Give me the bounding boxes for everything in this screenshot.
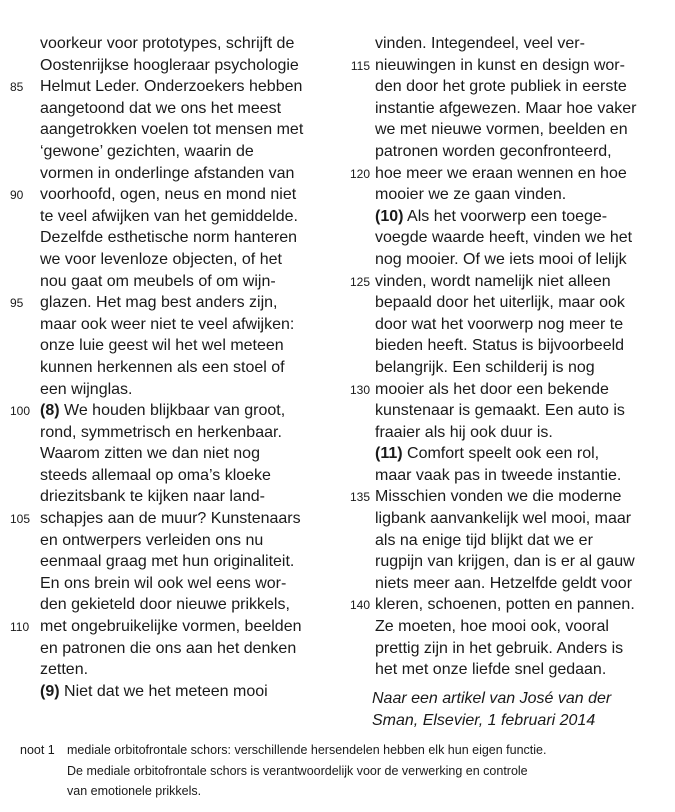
text-line (336, 141, 675, 163)
line-content: Dezelfde esthetische norm hanteren (40, 229, 298, 247)
footnote-body (67, 740, 675, 802)
line-content: En ons brein wil ook wel eens wor- (40, 574, 287, 592)
line-text (375, 335, 624, 357)
line-text (40, 33, 294, 55)
text-line (336, 314, 675, 336)
text-line (0, 141, 340, 163)
line-text (375, 33, 585, 55)
paragraph-number: (8) (40, 402, 60, 420)
line-content: een wijnglas. (40, 380, 133, 398)
text-line (0, 357, 340, 379)
line-text (40, 55, 299, 77)
text-line (336, 271, 675, 293)
line-text (40, 76, 302, 98)
text-line (0, 443, 340, 465)
line-text (40, 379, 133, 401)
line-content: ‘gewone’ gezichten, waarin de (40, 142, 254, 160)
line-number: 115 (350, 58, 370, 73)
line-text (40, 400, 285, 422)
line-text (375, 530, 593, 552)
text-line (336, 443, 675, 465)
line-content: Als het voorwerp een toege- (403, 207, 608, 225)
line-text (375, 98, 636, 120)
line-text (40, 98, 281, 120)
line-content: belangrijk. Een schilderij is nog (375, 358, 595, 376)
line-content: nou gaat om meubels of om wijn- (40, 272, 276, 290)
line-content: Waarom zitten we dan niet nog (40, 445, 260, 463)
text-line (336, 573, 675, 595)
text-line (336, 55, 675, 77)
footnote-label: noot 1 (20, 743, 55, 757)
text-line (0, 616, 340, 638)
footnote-line: van emotionele prikkels. (67, 784, 202, 798)
line-text (375, 119, 628, 141)
text-line (336, 184, 675, 206)
line-content: kunstenaar is gemaakt. Een auto is (375, 402, 625, 420)
text-line (0, 465, 340, 487)
text-line (336, 400, 675, 422)
line-content: We houden blijkbaar van groot, (59, 402, 286, 420)
line-text (40, 465, 271, 487)
line-content: den gekieteld door nieuwe prikkels, (40, 596, 290, 614)
line-content: nog mooier. Of we iets mooi of lelijk (375, 250, 627, 268)
text-line (0, 594, 340, 616)
line-content: Misschien vonden we die moderne (375, 488, 622, 506)
line-text (375, 594, 635, 616)
text-line (336, 379, 675, 401)
line-content: glazen. Het mag best anders zijn, (40, 294, 278, 312)
line-number: 95 (10, 296, 24, 311)
paragraph-number: (10) (375, 207, 404, 225)
line-content: driezitsbank te kijken naar land- (40, 488, 266, 506)
line-text (40, 335, 284, 357)
text-line (0, 314, 340, 336)
text-line (336, 638, 675, 660)
line-content: rond, symmetrisch en herkenbaar. (40, 423, 282, 441)
text-line (336, 292, 675, 314)
text-line (0, 638, 340, 660)
line-content: voorhoofd, ogen, neus en mond niet (40, 186, 297, 204)
text-line (336, 486, 675, 508)
source-line: Sman, Elsevier, 1 februari 2014 (372, 711, 596, 729)
line-content: Oostenrijkse hoogleraar psychologie (40, 56, 299, 74)
line-content: Comfort speelt ook een rol, (402, 445, 600, 463)
text-line (0, 55, 340, 77)
line-content: kleren, schoenen, potten en pannen. (375, 596, 635, 614)
line-content: als na enige tijd blijkt dat we er (375, 531, 593, 549)
line-text (40, 163, 294, 185)
line-content: eenmaal graag met hun originaliteit. (40, 553, 295, 571)
text-line (0, 422, 340, 444)
text-line (336, 163, 675, 185)
left-column (0, 33, 340, 702)
line-content: rugpijn van krijgen, dan is er al gauw (375, 553, 635, 571)
line-number: 120 (349, 166, 370, 181)
footnote-line: De mediale orbitofrontale schors is verantwoordelijk voor de verwerking en controle (67, 763, 528, 778)
text-line (0, 335, 340, 357)
line-content: we met nieuwe vormen, beelden en (375, 121, 628, 139)
line-text (375, 249, 627, 271)
line-content: maar vaak pas in tweede instantie. (375, 466, 622, 484)
text-line (336, 508, 675, 530)
text-line (0, 227, 340, 249)
text-line (336, 227, 675, 249)
line-text (375, 271, 611, 293)
line-text (40, 616, 301, 638)
line-text (40, 551, 294, 573)
line-text (40, 206, 298, 228)
line-content: bepaald door het uiterlijk, maar ook (375, 294, 625, 312)
line-text (40, 422, 282, 444)
paragraph-number: (9) (40, 682, 60, 700)
line-content: den door het grote publiek in eerste (375, 78, 627, 96)
line-text (40, 292, 277, 314)
line-text (375, 76, 627, 98)
line-number: 100 (10, 404, 31, 419)
line-text (375, 638, 623, 660)
line-content: vormen in onderlinge afstanden van (40, 164, 295, 182)
line-text (375, 616, 609, 638)
line-text (40, 227, 297, 249)
text-line (0, 530, 340, 552)
line-content: te veel afwijken van het gemiddelde. (40, 207, 298, 225)
line-text (40, 314, 294, 336)
line-content: Helmut Leder. Onderzoekers hebben (40, 78, 303, 96)
text-line (336, 530, 675, 552)
line-text (375, 400, 625, 422)
line-content: en ontwerpers verleiden ons nu (40, 531, 264, 549)
line-text (375, 141, 612, 163)
line-content: het met onze liefde snel gedaan. (375, 661, 607, 679)
text-line (0, 659, 340, 681)
line-text (375, 163, 627, 185)
text-line (0, 184, 340, 206)
line-content: steeds allemaal op oma’s kloeke (40, 466, 271, 484)
line-text (375, 227, 632, 249)
text-line (336, 98, 675, 120)
text-line (0, 681, 340, 703)
line-number: 85 (10, 80, 24, 95)
paragraph-number: (11) (375, 445, 403, 463)
text-line (336, 659, 675, 681)
line-text (375, 659, 606, 681)
line-text (375, 486, 621, 508)
text-line (336, 119, 675, 141)
line-content: patronen worden geconfronteerd, (375, 142, 612, 160)
line-content: fraaier als hij ook duur is. (375, 423, 553, 441)
line-text (40, 638, 296, 660)
article-source (372, 688, 611, 731)
line-content: voegde waarde heeft, vinden we het (375, 229, 633, 247)
line-content: onze luie geest wil het wel meteen (40, 337, 284, 355)
source-line: Naar een artikel van José van der (372, 690, 612, 707)
text-line (336, 206, 675, 228)
line-text (375, 379, 609, 401)
line-text (40, 184, 296, 206)
text-line (336, 335, 675, 357)
text-line (0, 206, 340, 228)
line-content: Ze moeten, hoe mooi ook, vooral (375, 618, 609, 636)
text-line (336, 465, 675, 487)
line-content: prettig zijn in het gebruik. Anders is (375, 639, 624, 657)
text-line (336, 551, 675, 573)
text-line (336, 422, 675, 444)
line-number: 105 (10, 512, 31, 527)
line-text (40, 508, 301, 530)
text-line (336, 357, 675, 379)
line-text (40, 486, 265, 508)
line-content: mooier als het door een bekende (375, 380, 609, 398)
line-content: zetten. (40, 661, 89, 679)
text-line (0, 98, 340, 120)
line-text (40, 249, 282, 271)
text-line (336, 33, 675, 55)
line-text (375, 184, 566, 206)
line-content: kunnen herkennen als een stoel of (40, 358, 285, 376)
line-content: vinden. Integendeel, veel ver- (375, 35, 585, 52)
text-line (336, 249, 675, 271)
line-text (40, 443, 260, 465)
text-line (0, 573, 340, 595)
line-text (375, 465, 621, 487)
line-content: door wat het voorwerp nog meer te (375, 315, 624, 333)
text-line (0, 508, 340, 530)
line-content: aangetoond dat we ons het meest (40, 99, 282, 117)
line-text (375, 443, 599, 465)
line-content: ligbank aanvankelijk wel mooi, maar (375, 510, 632, 528)
line-content: hoe meer we eraan wennen en hoe (375, 164, 627, 182)
line-content: met ongebruikelijke vormen, beelden (40, 618, 302, 636)
text-line (0, 119, 340, 141)
line-text (40, 141, 254, 163)
line-content: en patronen die ons aan het denken (40, 639, 297, 657)
line-text (40, 271, 276, 293)
text-line (0, 486, 340, 508)
line-text (40, 357, 285, 379)
line-text (40, 659, 88, 681)
line-text (375, 508, 631, 530)
right-column (336, 33, 675, 681)
line-text (40, 530, 263, 552)
line-text (40, 573, 286, 595)
footnote-line: mediale orbitofrontale schors: verschillende hersendelen hebben elk hun eigen functie. (67, 743, 547, 757)
text-line (0, 33, 340, 55)
line-text (375, 206, 607, 228)
line-content: nieuwingen in kunst en design wor- (375, 56, 625, 74)
line-content: vinden, wordt namelijk niet alleen (375, 272, 611, 290)
text-line (0, 551, 340, 573)
text-line (336, 76, 675, 98)
line-content: schapjes aan de muur? Kunstenaars (40, 510, 301, 528)
text-line (0, 249, 340, 271)
text-line (336, 594, 675, 616)
line-text (40, 594, 290, 616)
line-number: 135 (349, 490, 370, 505)
line-text (375, 573, 632, 595)
line-text (40, 119, 303, 141)
line-content: voorkeur voor prototypes, schrijft de (40, 35, 295, 52)
line-text (375, 55, 625, 77)
text-line (0, 400, 340, 422)
line-content: Niet dat we het meteen mooi (59, 682, 268, 700)
line-content: instantie afgewezen. Maar hoe vaker (375, 99, 637, 117)
line-text (375, 314, 623, 336)
line-content: we voor levenloze objecten, of het (40, 250, 282, 268)
line-content: mooier we ze gaan vinden. (375, 186, 567, 204)
line-number: 130 (349, 382, 370, 397)
line-content: maar ook weer niet te veel afwijken: (40, 315, 295, 333)
line-number: 110 (10, 620, 30, 635)
line-content: aangetrokken voelen tot mensen met (40, 121, 304, 139)
line-content: niets meer aan. Hetzelfde geldt voor (375, 574, 633, 592)
line-text (375, 292, 625, 314)
line-text (40, 681, 268, 703)
text-line (0, 271, 340, 293)
text-line (0, 292, 340, 314)
text-line (0, 76, 340, 98)
line-number: 140 (349, 598, 370, 613)
line-text (375, 422, 553, 444)
text-line (336, 616, 675, 638)
text-line (0, 379, 340, 401)
line-content: bieden heeft. Status is bijvoorbeeld (375, 337, 625, 355)
line-text (375, 357, 595, 379)
line-number: 125 (349, 274, 370, 289)
line-number: 90 (10, 188, 24, 203)
line-text (375, 551, 635, 573)
text-line (0, 163, 340, 185)
